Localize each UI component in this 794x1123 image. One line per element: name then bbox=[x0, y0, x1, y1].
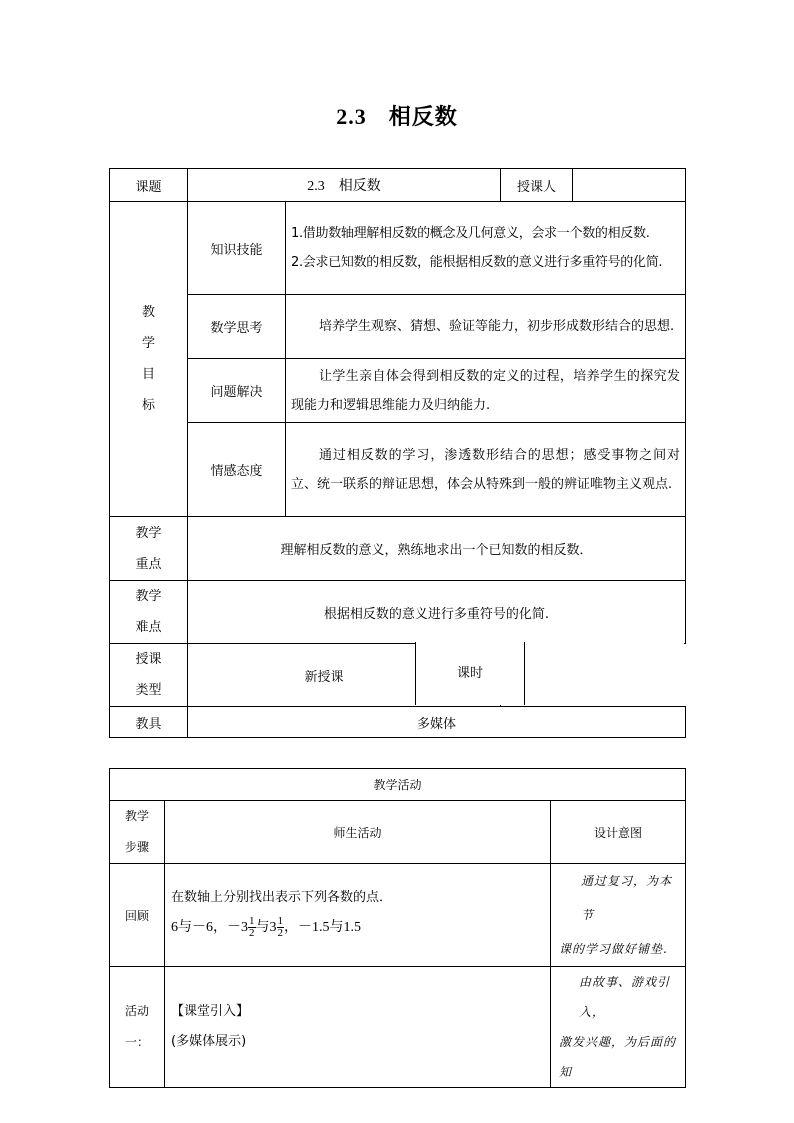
denominator: 2 bbox=[249, 927, 255, 940]
step-label-line: 教学 bbox=[124, 809, 149, 823]
step-activity-one bbox=[110, 967, 165, 1088]
page-title bbox=[0, 100, 794, 131]
key-label-line: 教学 bbox=[135, 525, 162, 541]
period-value bbox=[525, 642, 684, 705]
title-number: 2.3 bbox=[336, 104, 367, 129]
type-label-line: 授课 bbox=[135, 652, 162, 667]
intent-line: 课的学习做好铺垫. bbox=[559, 942, 668, 956]
activity-label: 师生活动 bbox=[165, 801, 551, 864]
math-text: 与3 bbox=[255, 920, 277, 935]
math-text: ，－1.5与1.5 bbox=[284, 920, 361, 935]
goals-char: 教 bbox=[141, 305, 155, 320]
goal-content: 培养学生观察、猜想、验证等能力，初步形成数形结合的思想. bbox=[286, 295, 686, 359]
course-value: 2.3 相反数 bbox=[188, 169, 501, 202]
goals-char: 目 bbox=[141, 367, 155, 382]
difficulty-value: 根据相反数的意义进行多重符号的化简. bbox=[188, 581, 686, 644]
difficulty-label-line: 教学 bbox=[135, 589, 162, 604]
step-label bbox=[110, 801, 165, 864]
period-label: 课时 bbox=[416, 642, 524, 705]
goal-content: 通过相反数的学习，渗透数形结合的思想；感受事物之间对立、统一联系的辩证思想，体会从特殊到一般的辨证唯物主义观点. bbox=[286, 423, 686, 517]
goal-line: 1.借助数轴理解相反数的概念及几何意义，会求一个数的相反数. bbox=[291, 226, 650, 241]
tools-value: 多媒体 bbox=[188, 707, 686, 738]
tools-label: 教具 bbox=[110, 707, 188, 738]
math-text: 6与－6，－3 bbox=[171, 920, 248, 935]
goal-label: 情感态度 bbox=[188, 423, 286, 517]
goal-line: 2.会求已知数的相反数，能根据相反数的意义进行多重符号的化简. bbox=[291, 255, 663, 270]
activity-line: 【课堂引入】 bbox=[171, 1004, 250, 1019]
intent-line: 通过复习，为本节 bbox=[581, 874, 673, 922]
difficulty-label bbox=[110, 581, 188, 644]
teacher-label: 授课人 bbox=[501, 169, 573, 202]
lesson-type-value: 新授课 bbox=[188, 644, 501, 707]
difficulty-label-line: 难点 bbox=[135, 620, 162, 635]
title-text: 相反数 bbox=[388, 105, 458, 130]
goals-char: 学 bbox=[141, 336, 155, 351]
goal-content bbox=[286, 202, 686, 295]
intent-line: 由故事、游戏引入， bbox=[579, 975, 671, 1019]
numerator: 1 bbox=[277, 915, 283, 928]
goal-label: 知识技能 bbox=[188, 202, 286, 295]
activity-header: 教学活动 bbox=[110, 769, 686, 801]
activity-one-content bbox=[165, 967, 551, 1088]
step-line: 一： bbox=[124, 1035, 149, 1049]
type-label-line: 类型 bbox=[135, 683, 162, 698]
key-point-label bbox=[110, 517, 188, 581]
activity-table bbox=[109, 768, 686, 1088]
fraction bbox=[248, 916, 256, 939]
denominator: 2 bbox=[277, 927, 283, 940]
key-point-value: 理解相反数的意义，熟练地求出一个已知数的相反数． bbox=[188, 517, 686, 581]
review-instruction: 在数轴上分别找出表示下列各数的点． bbox=[171, 890, 393, 905]
goal-content: 让学生亲自体会得到相反数的定义的过程，培养学生的探究发现能力和逻辑思维能力及归纳能力. bbox=[286, 359, 686, 423]
key-label-line: 重点 bbox=[135, 556, 162, 572]
numerator: 1 bbox=[249, 915, 255, 928]
goals-char: 标 bbox=[141, 398, 155, 413]
review-activity bbox=[165, 864, 551, 967]
step-line: 活动 bbox=[124, 1004, 149, 1018]
step-label-line: 步骤 bbox=[124, 840, 149, 854]
lesson-type-label bbox=[110, 644, 188, 707]
teacher-value bbox=[573, 169, 686, 202]
step-review: 回顾 bbox=[110, 864, 165, 967]
intent-line: 激发兴趣，为后面的知 bbox=[559, 1035, 677, 1079]
goals-label bbox=[110, 202, 188, 517]
intent-label: 设计意图 bbox=[551, 801, 686, 864]
review-intent bbox=[551, 864, 686, 967]
fraction bbox=[277, 916, 285, 939]
activity-line: (多媒体展示) bbox=[171, 1034, 247, 1049]
goal-label: 数学思考 bbox=[188, 295, 286, 359]
course-label: 课题 bbox=[110, 169, 188, 202]
goal-label: 问题解决 bbox=[188, 359, 286, 423]
review-numbers bbox=[171, 911, 544, 945]
activity-one-intent bbox=[551, 967, 686, 1088]
